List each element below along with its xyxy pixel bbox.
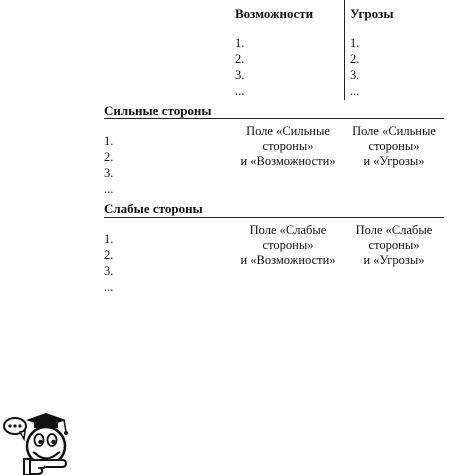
- threat-item: 1.: [350, 36, 360, 50]
- opportunity-item: 3.: [235, 68, 245, 82]
- cell-strengths-opportunities: Поле «Сильные стороны» и «Возможности»: [240, 124, 336, 168]
- strength-item: 2.: [104, 150, 114, 164]
- column-header-threats: Угрозы: [350, 6, 394, 21]
- row-divider-weaknesses: [104, 217, 444, 218]
- cell-weaknesses-threats: Поле «Слабые стороны» и «Угрозы»: [355, 223, 433, 267]
- threat-item: 2.: [350, 52, 360, 66]
- graduate-smiley-pointing-icon: [0, 410, 95, 475]
- opportunity-item: 1.: [235, 36, 245, 50]
- threat-item: ...: [350, 84, 360, 98]
- row-header-weaknesses: Слабые стороны: [104, 201, 203, 216]
- weakness-item: 2.: [104, 248, 114, 262]
- opportunity-item: ...: [235, 84, 245, 98]
- column-header-opportunities: Возможности: [235, 6, 314, 21]
- row-header-strengths: Сильные стороны: [104, 103, 212, 118]
- cell-weaknesses-opportunities: Поле «Слабые стороны» и «Возможности»: [240, 223, 336, 267]
- cell-strengths-threats: Поле «Сильные стороны» и «Угрозы»: [352, 124, 436, 168]
- opportunity-item: 2.: [235, 52, 245, 66]
- strength-item: 3.: [104, 166, 114, 180]
- weakness-item: 1.: [104, 232, 114, 246]
- column-divider: [344, 0, 345, 100]
- weakness-item: 3.: [104, 264, 114, 278]
- strength-item: ...: [104, 182, 114, 196]
- threat-item: 3.: [350, 68, 360, 82]
- strength-item: 1.: [104, 134, 114, 148]
- weakness-item: ...: [104, 280, 114, 294]
